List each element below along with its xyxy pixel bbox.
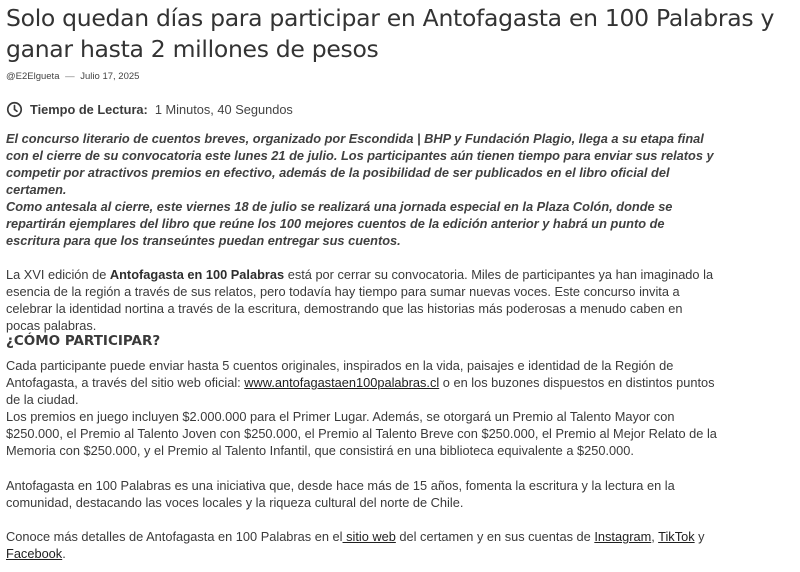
text: Cada participante puede enviar hasta 5 cuentos originales, inspirados en la vida, paisajes e identidad de la Región de Antofagasta, a través del sitio web oficial: (6, 358, 674, 390)
article-meta (6, 71, 139, 82)
author-link[interactable]: @E2Elgueta (6, 71, 60, 82)
intro-paragraph-1: El concurso literario de cuentos breves, organizado por Escondida | BHP y Fundación Plagio, llega a su etapa final con el cierre de su convocatoria este lunes 21 de julio. Los participantes aún tienen tiempo para enviar sus relatos y competir por atractivos premios en efectivo, además de la posibilidad de ser publicados en el libro oficial del certamen. (6, 131, 714, 197)
reading-time (6, 101, 293, 118)
site-web-link[interactable]: sitio web (342, 529, 396, 544)
body-paragraph-2 (6, 357, 718, 408)
contest-name: Antofagasta en 100 Palabras (109, 267, 285, 282)
text: . (62, 546, 66, 561)
text: La XVI edición de (6, 267, 110, 282)
meta-separator: — (65, 71, 75, 82)
clock-icon (6, 101, 23, 118)
official-site-link[interactable]: www.antofagastaen100palabras.cl (244, 375, 440, 390)
section-heading: ¿CÓMO PARTICIPAR? (6, 333, 161, 349)
body-paragraph-3: Los premios en juego incluyen $2.000.000 para el Primer Lugar. Además, se otorgará un Premio al Talento Mayor con $250.000, el Premio al Talento Joven con $250.000, el Premio al Talento Breve con $250.000, el Premio al Mejor Relato de la Memoria con $250.000, y el Premio al Talento Infantil, que consistirá en una biblioteca equivalente a $250.000. (6, 409, 717, 458)
reading-time-label: Tiempo de Lectura: (30, 102, 148, 117)
text: está por cerrar su convocatoria. Miles de participantes ya han imaginado la esencia de la región a través de sus relatos, pero todavía hay tiempo para sumar nuevas voces. Este concurso invita a celebrar la identidad nortina a través de la escritura, demostrando que las historias más poderosas a menudo caben en pocas palabras. (6, 267, 714, 333)
text: o en los buzones dispuestos en distintos puntos de la ciudad. (6, 375, 715, 407)
body-paragraph-1 (6, 266, 718, 334)
body-paragraph-5 (6, 528, 718, 562)
tiktok-link[interactable]: TikTok (658, 529, 695, 544)
text: del certamen y en sus cuentas de (395, 529, 595, 544)
body-paragraph-4: Antofagasta en 100 Palabras es una iniciativa que, desde hace más de 15 años, fomenta la escritura y la lectura en la comunidad, destacando las voces locales y la riqueza cultural del norte de Chile. (6, 478, 675, 510)
article-title: Solo quedan días para participar en Antofagasta en 100 Palabras y ganar hasta 2 millones de pesos (6, 4, 775, 63)
text: Conoce más detalles de Antofagasta en 100 Palabras en el (6, 529, 343, 544)
publish-date: Julio 17, 2025 (80, 71, 140, 82)
intro-paragraph-2: Como antesala al cierre, este viernes 18 de julio se realizará una jornada especial en la Plaza Colón, donde se repartirán ejemplares del libro que reúne los 100 mejores cuentos de la edición anterior y habrá un punto de escritura para que los transeúntes puedan entregar sus cuentos. (6, 199, 673, 248)
reading-time-value: 1 Minutos, 40 Segundos (154, 102, 293, 117)
text: y (694, 529, 705, 544)
facebook-link[interactable]: Facebook (6, 546, 63, 561)
text: , (651, 529, 659, 544)
instagram-link[interactable]: Instagram (594, 529, 652, 544)
